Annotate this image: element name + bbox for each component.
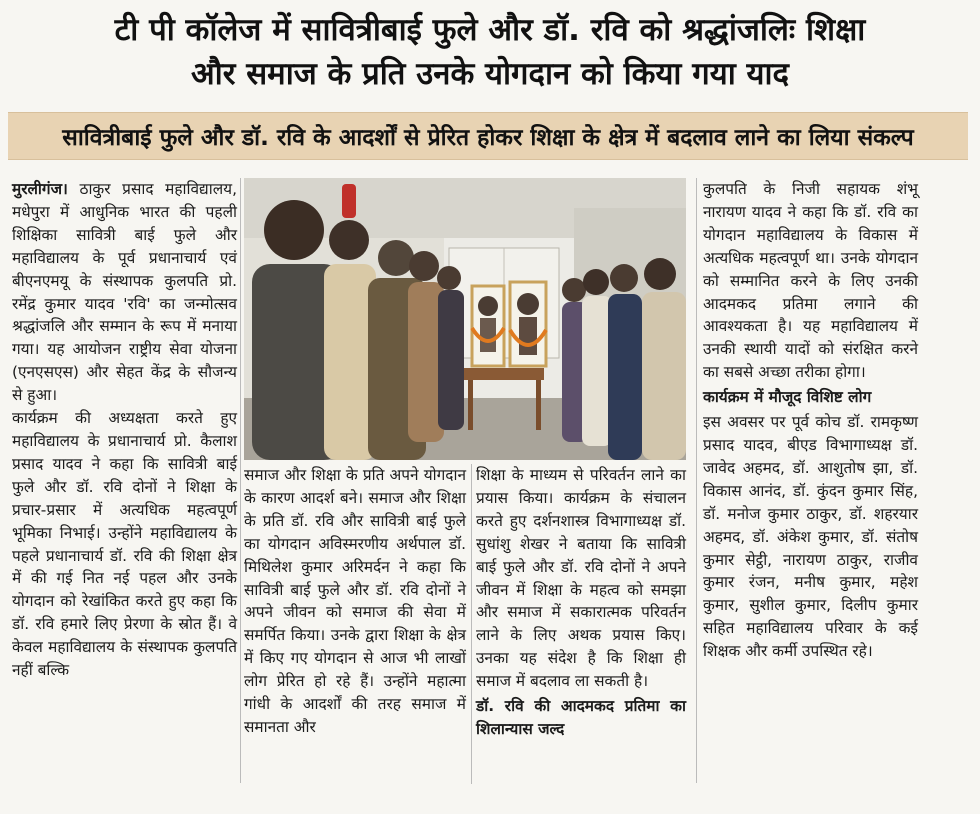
column1-paragraph-1: ठाकुर प्रसाद महाविद्यालय, मधेपुरा में आधुनिक भारत की पहली शिक्षिका सावित्री बाई फुले और महाविद्यालय के पूर्व प्रधानाचार्य एवं बीएनएमयू के संस्थापक कुलपति प्रो. रमेंद्र कुमार यादव 'रवि' का जन्मोत्सव श्रद्धांजलि और सम्मान के रूप में मनाया गया। यह आयोजन राष्ट्रीय सेवा योजना (एनएसएस) और सेहत केंद्र के सौजन्य से हुआ। [12, 180, 237, 405]
subheadline: सावित्रीबाई फुले और डॉ. रवि के आदर्शों से प्रेरित होकर शिक्षा के क्षेत्र में बदलाव लाने का लिया संकल्प [62, 125, 914, 151]
column-divider [471, 464, 472, 784]
column1-paragraph-2: कार्यक्रम की अध्यक्षता करते हुए महाविद्यालय के प्रधानाचार्य प्रो. कैलाश प्रसाद यादव ने कहा कि सावित्री बाई फुले और डॉ. रवि दोनों ने शिक्षा के प्रचार-प्रसार में अत्यधिक महत्वपूर्ण भूमिका निभाई। उन्होंने महाविद्यालय के पहले प्रधानाचार्य डॉ. रवि की शिक्षा क्षेत्र में की गई नित नई पहल और उनके योगदान को रेखांकित करते हुए कहा कि डॉ. रवि हमारे लिए प्रेरणा के स्रोत हैं। वे केवल महाविद्यालय के संस्थापक कुलपति नहीं बल्कि [12, 409, 237, 680]
headline-line-2: और समाज के प्रति उनके योगदान को किया गया याद [191, 56, 789, 92]
article-column-2 [244, 464, 466, 739]
column2-paragraph: समाज और शिक्षा के प्रति अपने योगदान के कारण आदर्श बने। समाज और शिक्षा के प्रति डॉ. रवि और सावित्री बाई फुले का योगदान अविस्मरणीय अर्थपाल डॉ. मिथिलेश कुमार अरिमर्दन ने कहा कि सावित्री बाई फुले और डॉ. रवि दोनों ने अपने जीवन को समाज की सेवा में समर्पित किया। उनके द्वारा शिक्षा के क्षेत्र में किए गए योगदान से आज भी लाखों लोग प्रेरित हो रहे हैं। उन्होंने महात्मा गांधी के आदर्शों की तरह समाज में समानता और [244, 466, 466, 736]
article-column-3 [476, 464, 686, 743]
crosshead-attendees: कार्यक्रम में मौजूद विशिष्ट लोग [703, 388, 872, 407]
column-divider [696, 178, 697, 783]
article-column-1 [12, 178, 237, 682]
column-divider [240, 178, 241, 783]
event-photo-illustration [244, 178, 686, 460]
headline-line-1: टी पी कॉलेज में सावित्रीबाई फुले और डॉ. रवि को श्रद्धांजलिः शिक्षा [114, 12, 866, 48]
column3-paragraph: शिक्षा के माध्यम से परिवर्तन लाने का प्रयास किया। कार्यक्रम के संचालन करते हुए दर्शनशास्त्र विभागाध्यक्ष डॉ. सुधांशु शेखर ने बताया कि सावित्री बाई फुले और डॉ. रवि दोनों ने अपने जीवन में शिक्षा के महत्व को समझा और समाज में सकारात्मक परिवर्तन लाने के लिए अथक प्रयास किए। उनका यह संदेश है कि शिक्षा ही समाज में बदलाव ला सकती है। [476, 466, 686, 691]
headline [0, 8, 980, 96]
column4-paragraph-2: इस अवसर पर पूर्व कोच डॉ. रामकृष्ण प्रसाद यादव, बीएड विभागाध्यक्ष डॉ. जावेद अहमद, डॉ. आशुतोष झा, डॉ. विकास आनंद, डॉ. कुंदन कुमार सिंह, डॉ. मनोज कुमार ठाकुर, डॉ. शहरयार अहमद, डॉ. अंकेश कुमार, डॉ. संतोष कुमार सेट्ठी, नारायण ठाकुर, राजीव कुमार रंजन, मनीष कुमार, महेश कुमार, सुशील कुमार, दिलीप कुमार सहित महाविद्यालय परिवार के कई शिक्षक और कर्मी उपस्थित रहे। [703, 413, 918, 661]
column4-paragraph-1: कुलपति के निजी सहायक शंभू नारायण यादव ने कहा कि डॉ. रवि का योगदान महाविद्यालय के विकास में अत्यधिक महत्वपूर्ण था। उनके योगदान को सम्मानित करने के लिए उनकी आदमकद प्रतिमा लगाने की आवश्यकता है। यह महाविद्यालय में उनकी स्थायी यादों को संरक्षित करने का सबसे अच्छा तरीका होगा। [703, 180, 918, 382]
article-column-4 [703, 178, 918, 663]
event-photo [244, 178, 686, 460]
subheadline-banner [8, 112, 968, 160]
dateline: मुरलीगंज। [12, 180, 68, 198]
crosshead-statue: डॉ. रवि की आदमकद प्रतिमा का शिलान्यास जल्द [476, 697, 686, 738]
